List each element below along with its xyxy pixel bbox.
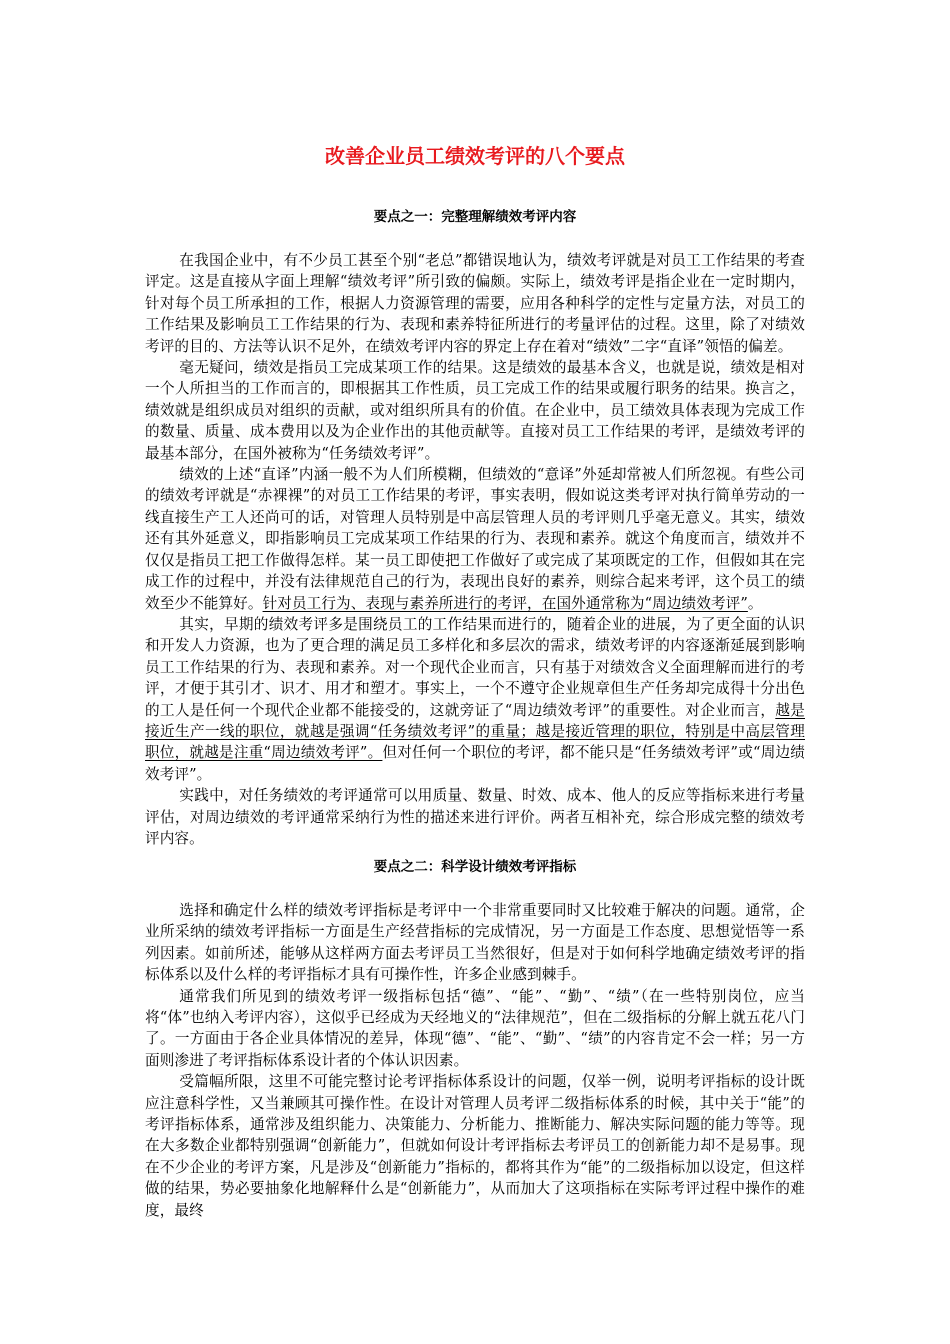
text-run: 毫无疑问，绩效是指员工完成某项工作的结果。这是绩效的最基本含义，也就是说，绩效是相对一个人所担当的工作而言的，即根据其工作性质，员工完成工作的结果或履行职务的结果。换言之，绩效就是组织成员对组织的贡献，或对组织所具有的价值。在企业中，员工绩效具体表现为完成工作的数量、质量、成本费用以及为企业作出的其他贡献等。直接对员工工作结果的考评，是绩效考评的最基本部分，在国外被称为“任务绩效考评”。	[145, 359, 805, 462]
section-2	[145, 856, 805, 1221]
page-title: 改善企业员工绩效考评的八个要点	[325, 144, 625, 168]
paragraph	[145, 986, 805, 1072]
section-heading: 要点之一：完整理解绩效考评内容	[373, 209, 577, 225]
paragraph	[145, 250, 805, 357]
text-run: 选择和确定什么样的绩效考评指标是考评中一个非常重要同时又比较难于解决的问题。通常，企业所采纳的绩效考评指标一方面是生产经营指标的完成情况，另一方面是工作态度、思想觉悟等一系列因素。如前所述，能够从这样两方面去考评员工当然很好，但是对于如何科学地确定绩效考评的指标体系以及什么样的考评指标才具有可操作性，许多企业感到棘手。	[145, 902, 805, 984]
text-run: 。	[747, 594, 763, 612]
text-run: 实践中，对任务绩效的考评通常可以用质量、数量、时效、成本、他人的反应等指标来进行考量评估，对周边绩效的考评通常采纳行为性的描述来进行评价。两者互相补充，综合形成完整的绩效考评内容。	[145, 787, 805, 847]
paragraph	[145, 464, 805, 614]
section-body	[145, 900, 805, 1221]
paragraph	[145, 900, 805, 986]
section-1	[145, 206, 805, 849]
paragraph	[145, 357, 805, 464]
paragraph	[145, 1071, 805, 1221]
underlined-text: 越是接近生产一线的职位，就越是强调“任务绩效考评”的重量；越是接近管理的职位，特别是中高层管理职位，就越是注重“周边绩效考评”。	[145, 701, 805, 762]
text-run: 但对任何一个职位的考评，都不能只是“任务绩效考评”或“周边绩效考评”。	[145, 744, 806, 783]
text-run: 其实，早期的绩效考评多是围绕员工的工作结果而进行的，随着企业的进展，为了更全面的认识和开发人力资源，也为了更合理的满足员工多样化和多层次的需求，绩效考评的内容逐渐延展到影响员工工作结果的行为、表现和素养。对一个现代企业而言，只有基于对绩效含义全面理解而进行的考评，才便于其引才、识才、用才和塑才。事实上，一个不遵守企业规章但生产任务却完成得十分出色的工人是任何一个现代企业都不能接受的，这就旁证了“周边绩效考评”的重要性。对企业而言，	[145, 615, 805, 719]
paragraph	[145, 785, 805, 849]
section-heading: 要点之二：科学设计绩效考评指标	[373, 859, 577, 875]
text-run: 受篇幅所限，这里不可能完整讨论考评指标体系设计的问题，仅举一例，说明考评指标的设计既应注意科学性，又当兼顾其可操作性。在设计对管理人员考评二级指标体系的时候，其中关于“能”的考评指标体系，通常涉及组织能力、决策能力、分析能力、推断能力、解决实际问题的能力等等。现在大多数企业都特别强调“创新能力”，但就如何设计考评指标去考评员工的创新能力却不是易事。现在不少企业的考评方案，凡是涉及“创新能力”指标的，都将其作为“能”的二级指标加以设定，但这样做的结果，势必要抽象化地解释什么是“创新能力”，从而加大了这项指标在实际考评过程中操作的难度，最终	[145, 1073, 805, 1219]
text-run: 在我国企业中，有不少员工甚至个别“老总”都错误地认为，绩效考评就是对员工工作结果的考查评定。这是直接从字面上理解“绩效考评”所引致的偏颇。实际上，绩效考评是指企业在一定时期内，针对每个员工所承担的工作，根据人力资源管理的需要，应用各种科学的定性与定量方法，对员工的工作结果及影响员工工作结果的行为、表现和素养特征所进行的考量评估的过程。这里，除了对绩效考评的目的、方法等认识不足外，在绩效考评内容的界定上存在着对“绩效”二字“直译”领悟的偏差。	[145, 252, 805, 355]
paragraph	[145, 614, 805, 785]
underlined-text: 针对员工行为、表现与素养所进行的考评，在国外通常称为“周边绩效考评”	[262, 594, 748, 612]
text-run: 绩效的上述“直译”内涵一般不为人们所模糊，但绩效的“意译”外延却常被人们所忽视。有些公司的绩效考评就是“赤裸裸”的对员工工作结果的考评，事实表明，假如说这类考评对执行简单劳动的一线直接生产工人还尚可的话，对管理人员特别是中高层管理人员的考评则几乎毫无意义。其实，绩效还有其外延意义，即指影响员工完成某项工作结果的行为、表现和素养。就这个角度而言，绩效并不仅仅是指员工把工作做得怎样。某一员工即使把工作做好了或完成了某项既定的工作，但假如其在完成工作的过程中，并没有法律规范自己的行为，表现出良好的素养，则综合起来考评，这个员工的绩效至少不能算好。	[145, 466, 805, 612]
section-body	[145, 250, 805, 849]
text-run: 通常我们所见到的绩效考评一级指标包括“德”、“能”、“勤”、“绩”（在一些特别岗位，应当将“体”也纳入考评内容），这似乎已经成为天经地义的“法律规范”，但在二级指标的分解上就五花八门了。一方面由于各企业具体情况的差异，体现“德”、“能”、“勤”、“绩”的内容肯定不会一样；另一方面则渗进了考评指标体系设计者的个体认识因素。	[145, 987, 805, 1069]
